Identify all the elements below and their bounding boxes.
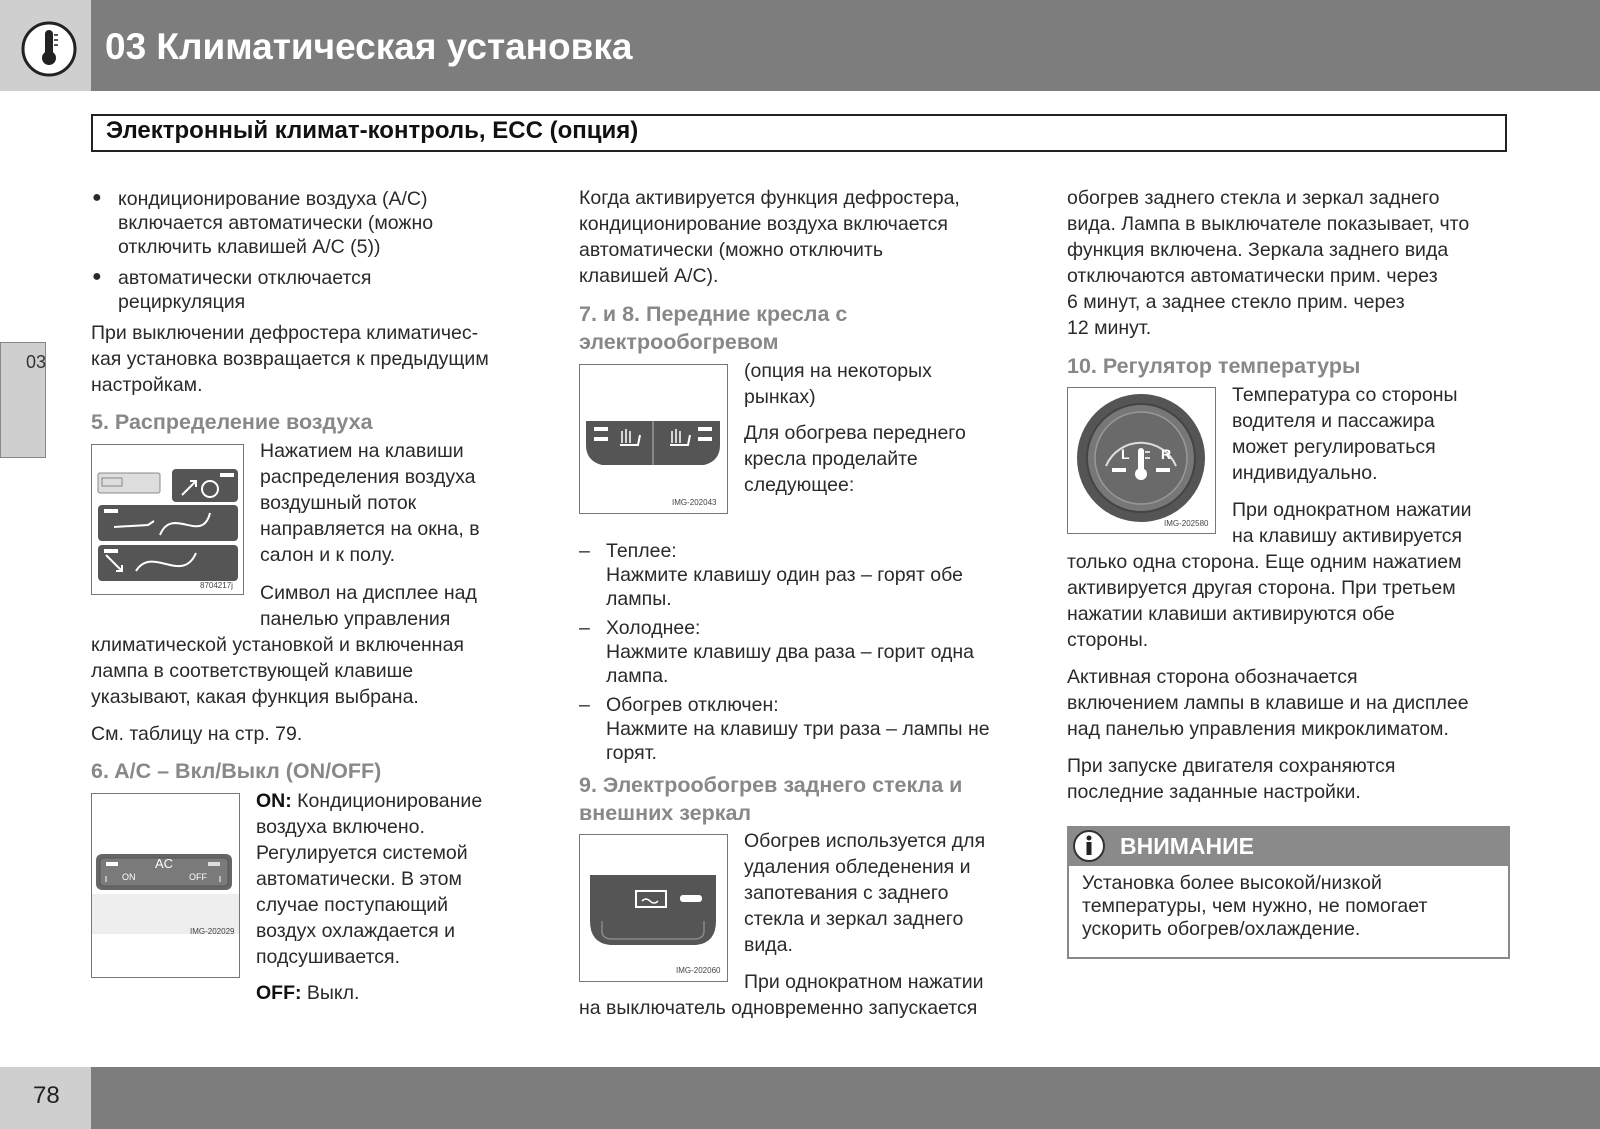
colder-line1: Холоднее: bbox=[606, 617, 701, 639]
heating-off-line3: горят. bbox=[606, 742, 657, 764]
figure-code: IMG-202060 bbox=[676, 966, 721, 975]
ac-off-line bbox=[256, 980, 359, 1006]
heading-rear-defrost-line2: внешних зеркал bbox=[579, 801, 752, 825]
note-title: ВНИМАНИЕ bbox=[1120, 833, 1255, 859]
col3-para1-line5: 6 минут, а заднее стекло прим. через bbox=[1067, 291, 1405, 313]
ac-button-label: AC bbox=[155, 856, 174, 871]
colder-line3: лампа. bbox=[606, 665, 669, 687]
rear-defrost-press-line1: При однократном нажатии bbox=[744, 971, 984, 993]
temp-press-line5: нажатии клавиши активируются обе bbox=[1067, 603, 1395, 625]
figure-air-distribution bbox=[91, 444, 244, 595]
temp-press-line4: активируется другая сторона. При третьем bbox=[1067, 577, 1456, 599]
col1-para1-line1: При выключении дефростера климатичес- bbox=[91, 322, 479, 344]
rear-defrost-text-line4: стекла и зеркал заднего bbox=[744, 908, 964, 930]
ac-on-line2: воздуха включено. bbox=[256, 816, 425, 838]
rear-defrost-press-line2: на выключатель одновременно запускается bbox=[579, 997, 978, 1019]
figure-ac-button bbox=[91, 793, 240, 978]
ac-on-line6: воздух охлаждается и bbox=[256, 920, 455, 942]
temp-press-line3: только одна сторона. Еще одним нажатием bbox=[1067, 551, 1462, 573]
knob-left-label: L bbox=[1121, 446, 1130, 462]
temp-text-line3: может регулироваться bbox=[1232, 436, 1436, 458]
col3-para1-line4: отключаются автоматически прим. через bbox=[1067, 265, 1438, 287]
figure-code: 8704217j bbox=[200, 581, 233, 590]
col3-para1-line3: функция включена. Зеркала заднего вида bbox=[1067, 239, 1449, 261]
col2-para1-line4: клавишей A/C). bbox=[579, 265, 719, 287]
air-dist-text-line3: воздушный поток bbox=[260, 492, 417, 514]
heated-seats-text-line3: следующее: bbox=[744, 474, 855, 496]
heading-heated-seats-line2: электрообогревом bbox=[579, 330, 779, 354]
air-dist-symbol-line3: климатической установкой и включенная bbox=[91, 634, 464, 656]
rear-defrost-text-line1: Обогрев используется для bbox=[744, 830, 986, 852]
air-dist-symbol-line1: Символ на дисплее над bbox=[260, 582, 477, 604]
bullet1-line2: включается автоматически (можно bbox=[118, 212, 434, 234]
figure-rear-defrost bbox=[579, 834, 728, 982]
engine-start-line2: последние заданные настройки. bbox=[1067, 781, 1361, 803]
engine-start-line1: При запуске двигателя сохраняются bbox=[1067, 755, 1396, 777]
air-dist-symbol-line4: лампа в соответствующей клавише bbox=[91, 660, 414, 682]
col2-para1-line2: кондиционирование воздуха включается bbox=[579, 213, 948, 235]
temp-press-line2: на клавишу активируется bbox=[1232, 525, 1463, 547]
ac-off-label-bold: OFF: bbox=[256, 982, 302, 1004]
ac-on-label-bold: ON: bbox=[256, 790, 292, 812]
heating-off-line1: Обогрев отключен: bbox=[606, 694, 779, 716]
bullet1-line3: отключить клавишей A/C (5)) bbox=[118, 236, 381, 258]
rear-defrost-text-line3: запотевания с заднего bbox=[744, 882, 949, 904]
temp-press-line6: стороны. bbox=[1067, 629, 1149, 651]
info-icon bbox=[1069, 826, 1109, 866]
table-reference: См. таблицу на стр. 79. bbox=[91, 723, 303, 745]
bullet2-line2: рециркуляция bbox=[118, 291, 246, 313]
figure-code: IMG-202043 bbox=[672, 498, 717, 507]
air-dist-text-line1: Нажатием на клавиши bbox=[260, 440, 464, 462]
col2-para1-line1: Когда активируется функция дефростера, bbox=[579, 187, 960, 209]
active-side-line3: над панелью управления микроклиматом. bbox=[1067, 718, 1449, 740]
page-number: 78 bbox=[33, 1082, 60, 1109]
note-text-line1: Установка более высокой/низкой bbox=[1082, 872, 1382, 894]
ac-on-line7: подсушивается. bbox=[256, 946, 401, 968]
temp-text-line1: Температура со стороны bbox=[1232, 384, 1458, 406]
warmer-line1: Теплее: bbox=[606, 540, 677, 562]
header-icon-box bbox=[0, 0, 91, 91]
thermometer-icon bbox=[0, 0, 91, 91]
bullet1-line1: кондиционирование воздуха (A/C) bbox=[118, 188, 428, 210]
knob-right-label: R bbox=[1161, 446, 1172, 462]
active-side-line1: Активная сторона обозначается bbox=[1067, 666, 1358, 688]
col3-para1-line1: обогрев заднего стекла и зеркал заднего bbox=[1067, 187, 1440, 209]
ac-on-line4: автоматически. В этом bbox=[256, 868, 462, 890]
temp-text-line4: индивидуально. bbox=[1232, 462, 1378, 484]
rear-defrost-text-line5: вида. bbox=[744, 934, 793, 956]
warmer-line2: Нажмите клавишу один раз – горят обе bbox=[606, 564, 963, 586]
air-dist-text-line5: салон и к полу. bbox=[260, 544, 396, 566]
air-dist-symbol-line2: панелью управления bbox=[260, 608, 451, 630]
bullet-dot: ● bbox=[92, 189, 102, 206]
rear-defrost-text-line2: удаления обледенения и bbox=[744, 856, 971, 878]
active-side-line2: включением лампы в клавише и на дисплее bbox=[1067, 692, 1469, 714]
bullet-dot: ● bbox=[92, 268, 102, 285]
heated-seats-text-line1: Для обогрева переднего bbox=[744, 422, 966, 444]
ac-on-line5: случае поступающий bbox=[256, 894, 449, 916]
col1-para1-line2: кая установка возвращается к предыдущим bbox=[91, 348, 489, 370]
heading-heated-seats-line1: 7. и 8. Передние кресла с bbox=[579, 302, 848, 326]
dash: – bbox=[579, 540, 590, 562]
note-text-line2: температуры, чем нужно, не помогает bbox=[1082, 895, 1428, 917]
ac-on-line1 bbox=[256, 788, 482, 814]
figure-code: IMG-202580 bbox=[1164, 519, 1209, 528]
figure-code: IMG-202029 bbox=[190, 927, 235, 936]
heated-seats-option-line1: (опция на некоторых bbox=[744, 360, 932, 382]
heading-rear-defrost-line1: 9. Электрообогрев заднего стекла и bbox=[579, 773, 963, 797]
heading-temperature-control: 10. Регулятор температуры bbox=[1067, 354, 1361, 378]
dash: – bbox=[579, 694, 590, 716]
ac-on-text: Кондиционирование bbox=[291, 790, 483, 812]
footer-bar bbox=[91, 1067, 1600, 1129]
section-title: Электронный климат-контроль, ECC (опция) bbox=[106, 117, 639, 144]
ac-on-line3: Регулируется системой bbox=[256, 842, 468, 864]
ac-off-label: OFF bbox=[189, 872, 207, 882]
dash: – bbox=[579, 617, 590, 639]
air-dist-text-line4: направляется на окна, в bbox=[260, 518, 480, 540]
col2-para1-line3: автоматически (можно отключить bbox=[579, 239, 883, 261]
heating-off-line2: Нажмите на клавишу три раза – лампы не bbox=[606, 718, 990, 740]
note-text-line3: ускорить обогрев/охлаждение. bbox=[1082, 918, 1361, 940]
figure-temperature-knob bbox=[1067, 387, 1216, 534]
temp-text-line2: водителя и пассажира bbox=[1232, 410, 1435, 432]
ac-on-label: ON bbox=[122, 872, 136, 882]
ac-off-text: Выкл. bbox=[301, 982, 360, 1004]
heated-seats-text-line2: кресла проделайте bbox=[744, 448, 918, 470]
col3-para1-line2: вида. Лампа в выключателе показывает, что bbox=[1067, 213, 1470, 235]
warmer-line3: лампы. bbox=[606, 588, 672, 610]
heading-ac-on-off: 6. A/C – Вкл/Выкл (ON/OFF) bbox=[91, 759, 382, 783]
col1-para1-line3: настройкам. bbox=[91, 374, 203, 396]
air-dist-symbol-line5: указывают, какая функция выбрана. bbox=[91, 686, 419, 708]
heated-seats-option-line2: рынках) bbox=[744, 386, 816, 408]
heading-air-distribution: 5. Распределение воздуха bbox=[91, 410, 373, 434]
side-tab-label: 03 bbox=[26, 352, 47, 372]
chapter-side-tab[interactable] bbox=[0, 342, 46, 458]
col3-para1-line6: 12 минут. bbox=[1067, 317, 1152, 339]
chapter-title: 03 Климатическая установка bbox=[105, 26, 633, 67]
bullet2-line1: автоматически отключается bbox=[118, 267, 372, 289]
temp-press-line1: При однократном нажатии bbox=[1232, 499, 1472, 521]
colder-line2: Нажмите клавишу два раза – горит одна bbox=[606, 641, 975, 663]
air-dist-text-line2: распределения воздуха bbox=[260, 466, 476, 488]
figure-heated-seats bbox=[579, 364, 728, 514]
